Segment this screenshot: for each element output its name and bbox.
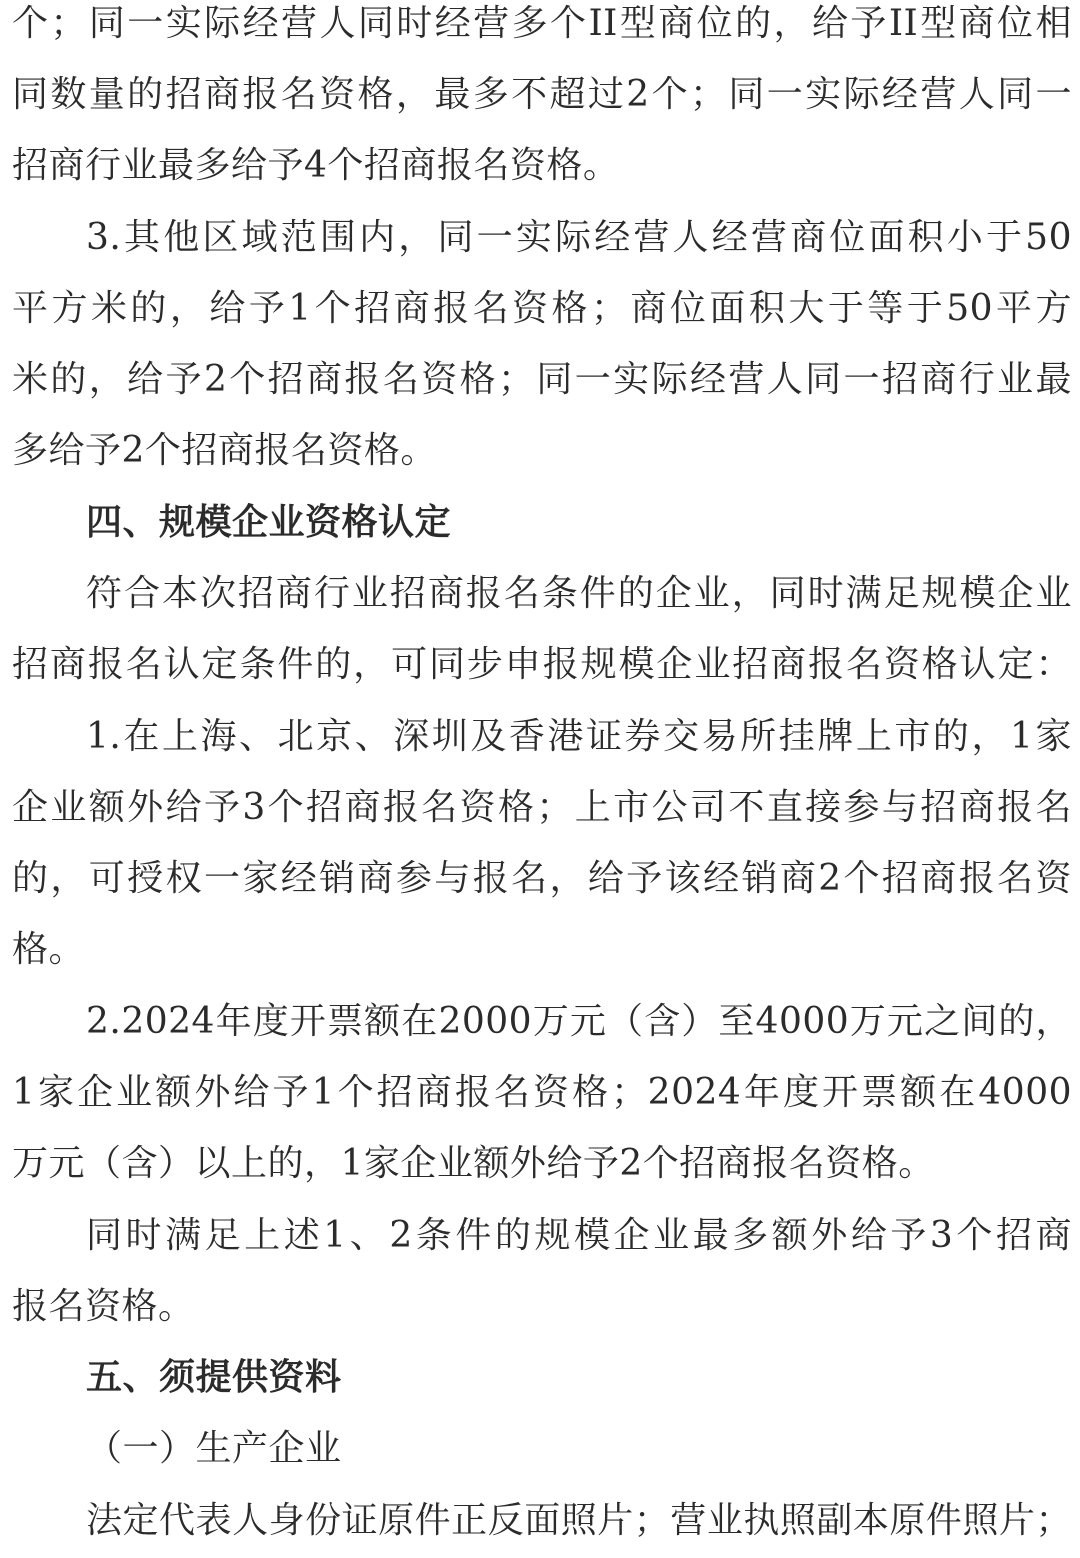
text-line: 同时满足上述1、2条件的规模企业最多额外给予3个招商 [86,1215,1072,1256]
text-line: 个；同一实际经营人同时经营多个II型商位的，给予II型商位相 [12,3,1072,44]
text-line: 同数量的招商报名资格，最多不超过2个；同一实际经营人同一 [12,74,1072,115]
text-line: 格。 [12,929,86,970]
text-line: 1家企业额外给予1个招商报名资格；2024年度开票额在4000 [12,1072,1072,1113]
section-heading: 四、规模企业资格认定 [86,502,452,543]
text-line: 万元（含）以上的，1家企业额外给予2个招商报名资格。 [12,1143,935,1184]
text-line: 3.其他区域范围内，同一实际经营人经营商位面积小于50 [86,217,1072,258]
text-line: 1.在上海、北京、深圳及香港证券交易所挂牌上市的，1家 [86,716,1072,757]
text-line: 多给予2个招商报名资格。 [12,430,437,471]
text-line: 企业额外给予3个招商报名资格；上市公司不直接参与招商报名 [12,787,1072,828]
text-line: 2.2024年度开票额在2000万元（含）至4000万元之间的， [86,1001,1072,1042]
text-line: 米的，给予2个招商报名资格；同一实际经营人同一招商行业最 [12,359,1072,400]
text-line: 招商报名认定条件的，可同步申报规模企业招商报名资格认定： [12,644,1072,685]
text-line: 招商行业最多给予4个招商报名资格。 [12,145,620,186]
text-line: 的，可授权一家经销商参与报名，给予该经销商2个招商报名资 [12,858,1072,899]
text-line: 平方米的，给予1个招商报名资格；商位面积大于等于50平方 [12,288,1072,329]
text-line: 符合本次招商行业招商报名条件的企业，同时满足规模企业 [86,573,1072,614]
section-heading: 五、须提供资料 [86,1357,342,1398]
text-line: 法定代表人身份证原件正反面照片；营业执照副本原件照片； [86,1500,1072,1541]
subsection-heading: （一）生产企业 [86,1428,342,1469]
text-line: 报名资格。 [12,1286,195,1327]
